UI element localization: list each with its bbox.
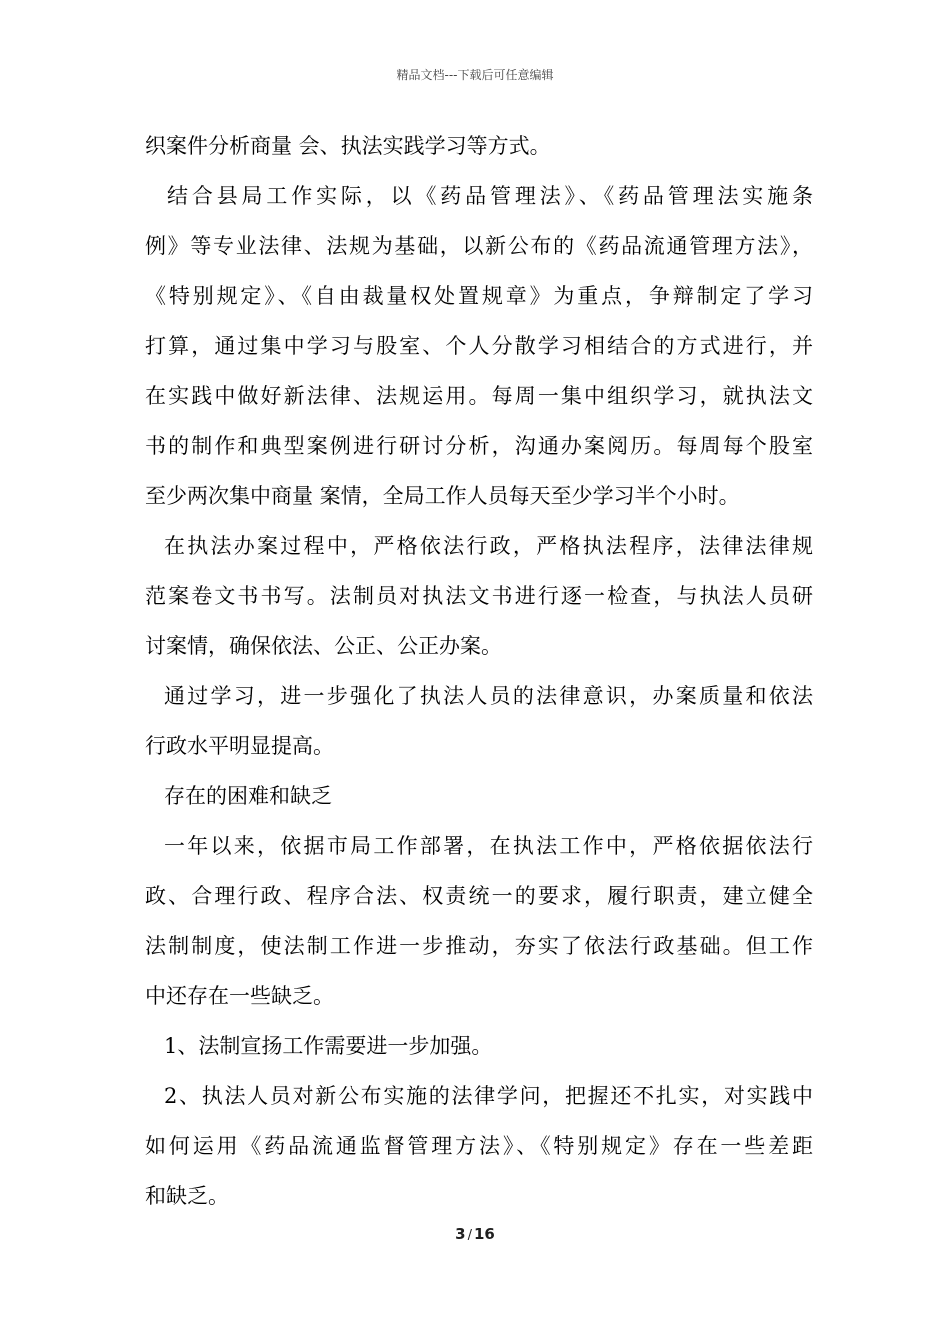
text-line-21: 如何运用《药品流通监督管理方法》、《特别规定》存在一些差距 [145,1134,813,1158]
current-page: 3 [455,1225,466,1243]
text-line-1: 织案件分析商量 会、执法实践学习等方式。 [145,134,551,158]
text-line-17: 法制制度，使法制工作进一步推动，夯实了依法行政基础。但工作 [145,934,813,958]
text-line-11: 讨案情，确保依法、公正、公正办案。 [145,634,502,658]
page-separator: / [467,1228,472,1243]
text-line-22: 和缺乏。 [145,1184,229,1208]
text-line-10: 范案卷文书书写。法制员对执法文书进行逐一检查，与执法人员研 [145,584,813,608]
section-heading: 存在的困难和缺乏 [164,784,332,808]
text-line-16: 政、合理行政、程序合法、权责统一的要求，履行职责，建立健全 [145,884,813,908]
text-line-8: 至少两次集中商量 案情，全局工作人员每天至少学习半个小时。 [145,484,740,508]
text-line-3: 例》等专业法律、法规为基础，以新公布的《药品流通管理方法》， [145,234,813,258]
text-line-12: 通过学习，进一步强化了执法人员的法律意识，办案质量和依法 [164,684,813,708]
text-line-15: 一年以来，依据市局工作部署，在执法工作中，严格依据依法行 [164,834,813,858]
list-item-2: 2、执法人员对新公布实施的法律学问，把握还不扎实，对实践中 [164,1084,813,1108]
text-line-4: 《特别规定》、《自由裁量权处置规章》为重点，争辩制定了学习 [145,284,813,308]
text-line-2: 结合县局工作实际，以《药品管理法》、《药品管理法实施条 [167,184,813,208]
list-item-1: 1、法制宣扬工作需要进一步加强。 [164,1034,493,1058]
text-line-18: 中还存在一些缺乏。 [145,984,334,1008]
total-pages: 16 [473,1225,495,1243]
document-body [145,127,813,1227]
text-line-7: 书的制作和典型案例进行研讨分析，沟通办案阅历。每周每个股室 [145,434,813,458]
text-line-6: 在实践中做好新法律、法规运用。每周一集中组织学习，就执法文 [145,384,813,408]
text-line-5: 打算，通过集中学习与股室、个人分散学习相结合的方式进行，并 [145,334,813,358]
page-header: 精品文档---下载后可任意编辑 [396,68,554,82]
text-line-13: 行政水平明显提高。 [145,734,334,758]
text-line-9: 在执法办案过程中，严格依法行政，严格执法程序，法律法律规 [164,534,813,558]
page-number [0,1225,950,1243]
